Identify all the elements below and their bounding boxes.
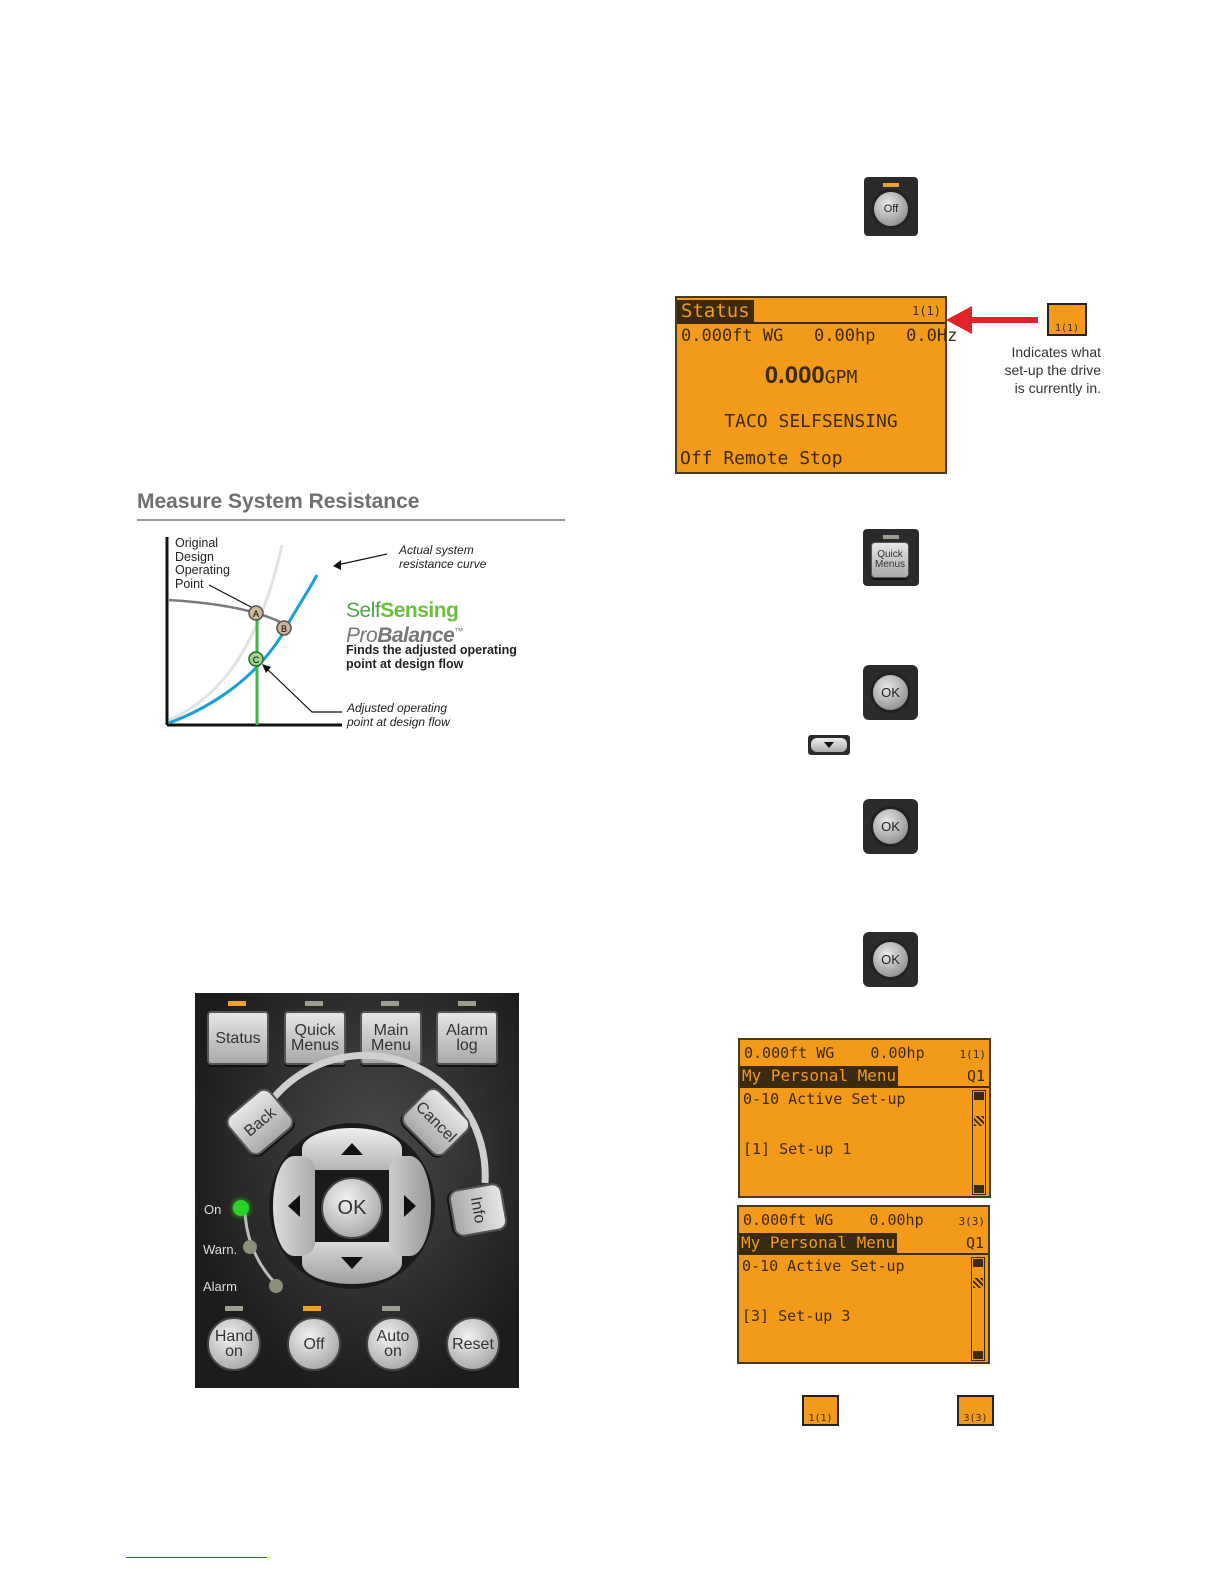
- setup-note-text: Indicates what set-up the drive is currently in.: [1004, 344, 1101, 396]
- logo-balance: Balance: [377, 624, 455, 647]
- personal-menu-display-1: [738, 1038, 991, 1198]
- menu1-value: [1] Set-up 1: [743, 1140, 852, 1158]
- ok-round-2: OK: [873, 809, 908, 844]
- off-button-icon: [864, 177, 918, 236]
- menu1-setup-icon: 1(1): [959, 1048, 986, 1061]
- setup-1-icon: 1(1): [802, 1395, 839, 1426]
- menu2-scrollbar[interactable]: [971, 1257, 985, 1361]
- arrow-head: [946, 306, 972, 334]
- quick-menus-key[interactable]: Quick Menus: [284, 1011, 346, 1065]
- lcp-keypad: [195, 993, 519, 1388]
- logo-tm: ™: [454, 626, 463, 636]
- status-title: Status: [677, 300, 754, 322]
- menu2-line1: 0.000ft WG 0.00hp: [743, 1211, 924, 1229]
- actual-curve-label: Actual system resistance curve: [399, 543, 487, 571]
- menu2-param: 0-10 Active Set-up: [742, 1257, 905, 1275]
- down-arrow-key[interactable]: [302, 1242, 402, 1284]
- status-line3: TACO SELFSENSING: [724, 411, 898, 432]
- hand-on-key[interactable]: Hand on: [207, 1317, 261, 1371]
- down-arrow-glyph-icon: [824, 742, 834, 748]
- ok-round-1: OK: [873, 675, 908, 710]
- ok-key[interactable]: OK: [321, 1177, 383, 1239]
- up-arrow-key[interactable]: [302, 1128, 402, 1170]
- quick-menus-button-icon: [863, 529, 919, 586]
- right-arrow-key[interactable]: [389, 1156, 431, 1256]
- main-menu-key[interactable]: Main Menu: [360, 1011, 422, 1065]
- ok-round-3: OK: [873, 942, 908, 977]
- off-round-button: Off: [874, 192, 908, 226]
- reset-key[interactable]: Reset: [446, 1317, 500, 1371]
- setup-3-icon: 3(3): [957, 1395, 994, 1426]
- actual-curve-leader: [337, 554, 387, 565]
- auto-on-key[interactable]: Auto on: [366, 1317, 420, 1371]
- alarm-led: [269, 1279, 283, 1293]
- off-led: [303, 1306, 321, 1311]
- down-arrow-icon: [341, 1257, 363, 1269]
- status-key[interactable]: Status: [207, 1011, 269, 1065]
- info-key[interactable]: Info: [447, 1182, 509, 1239]
- heading-rule: [137, 519, 565, 521]
- setup-indicator-icon: 1(1): [912, 304, 941, 318]
- flow-unit: GPM: [824, 367, 858, 388]
- ok-button-icon-1: [863, 665, 918, 720]
- on-led: [233, 1200, 249, 1216]
- point-c-label: C: [252, 655, 260, 665]
- menu2-code: Q1: [965, 1234, 984, 1252]
- logo-pro: Pro: [346, 624, 378, 647]
- menu1-line1: 0.000ft WG 0.00hp: [744, 1044, 925, 1062]
- menu1-param: 0-10 Active Set-up: [743, 1090, 906, 1108]
- status-value-line: [677, 362, 945, 390]
- menu2-title-bar: [739, 1233, 988, 1255]
- cancel-key[interactable]: Cancel: [398, 1084, 474, 1160]
- original-point-label: Original Design Operating Point: [175, 536, 230, 591]
- status-display: [675, 296, 958, 474]
- auto-on-led: [382, 1306, 400, 1311]
- ok-button-icon-3: [863, 932, 918, 987]
- quick-menus-key-icon: Quick Menus: [871, 542, 909, 578]
- adjusted-point-label: Adjusted operating point at design flow: [347, 701, 450, 729]
- selfsensing-logo: [346, 600, 463, 646]
- red-arrow-icon: [944, 303, 1040, 337]
- ok-button-icon-2: [863, 799, 918, 854]
- status-title-bar: [677, 300, 945, 324]
- personal-menu-display-2: [737, 1205, 990, 1364]
- menu2-title: My Personal Menu: [741, 1233, 896, 1252]
- footnote-rule: [126, 1557, 267, 1558]
- status-line4: Off Remote Stop: [680, 448, 843, 469]
- adjusted-point-leader: [265, 667, 342, 712]
- off-led-indicator: [883, 183, 899, 187]
- menu1-scroll-up-icon[interactable]: [974, 1092, 984, 1100]
- menu2-scroll-up-icon[interactable]: [973, 1259, 983, 1267]
- logo-sensing: Sensing: [380, 599, 459, 622]
- status-line1: 0.000ft WG 0.00hp 0.0Hz: [681, 326, 958, 346]
- alarm-log-key[interactable]: Alarm log: [436, 1011, 498, 1065]
- warn-label: Warn.: [203, 1242, 238, 1257]
- selfsensing-description: Finds the adjusted operating point at design flow: [346, 643, 517, 671]
- menu1-title: My Personal Menu: [742, 1066, 897, 1085]
- down-arrow-button-icon: [808, 735, 850, 755]
- off-key[interactable]: Off: [287, 1317, 341, 1371]
- hand-on-led: [225, 1306, 243, 1311]
- menu1-scroll-down-icon[interactable]: [974, 1185, 984, 1193]
- menu2-setup-icon: 3(3): [958, 1215, 985, 1228]
- menu1-scrollbar[interactable]: [972, 1090, 986, 1195]
- back-key[interactable]: Back: [222, 1085, 297, 1159]
- menu1-code: Q1: [966, 1067, 985, 1085]
- menu2-scroll-thumb[interactable]: [973, 1278, 983, 1288]
- up-arrow-icon: [341, 1143, 363, 1155]
- menu1-title-bar: [740, 1066, 989, 1088]
- alarm-label: Alarm: [203, 1279, 237, 1294]
- warn-led: [243, 1240, 257, 1254]
- quick-menus-led-indicator: [883, 535, 899, 539]
- flow-value: 0.000: [764, 362, 825, 389]
- figure-heading: Measure System Resistance: [137, 490, 420, 513]
- left-arrow-key[interactable]: [273, 1156, 315, 1256]
- right-arrow-icon: [404, 1195, 416, 1217]
- left-arrow-icon: [288, 1195, 300, 1217]
- point-b-label: B: [280, 624, 288, 634]
- menu2-value: [3] Set-up 3: [742, 1307, 851, 1325]
- logo-self: Self: [346, 599, 381, 622]
- point-a-label: A: [252, 609, 260, 619]
- on-label: On: [204, 1202, 222, 1217]
- menu1-scroll-thumb[interactable]: [974, 1116, 984, 1126]
- setup-icon: 1(1): [1047, 303, 1087, 336]
- menu2-scroll-down-icon[interactable]: [973, 1351, 983, 1359]
- actual-curve-arrow: [333, 560, 341, 570]
